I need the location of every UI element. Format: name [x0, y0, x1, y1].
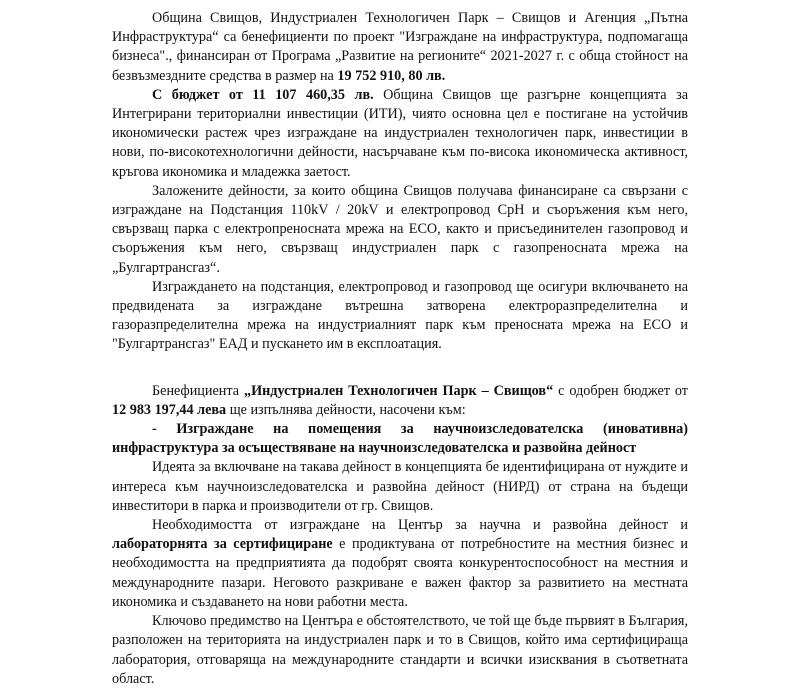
paragraph-park-beneficiary [112, 382, 688, 420]
total-grant-amount: 19 752 910, 80 лв. [337, 67, 446, 84]
beneficiary-budget-label: с одобрен бюджет от [553, 382, 689, 399]
certification-lab-term: лабораторнята за сертифициране [112, 536, 333, 553]
paragraph-municipality-budget [112, 86, 688, 182]
paragraph-key-advantage: Ключово предимство на Центъра е обстоятелството, че той ще бъде първият в България, разположен на територията на индустриален парк и то в Свищов, който има сертифицираща лаборатория, отговаряща на международните стандарти и всички изисквания в съответната област. [112, 613, 688, 687]
paragraph-funding-overview [112, 9, 688, 86]
beneficiary-name: „Индустриален Технологичен Парк – Свищов“ [244, 382, 554, 399]
municipality-budget-text: Община Свищов ще разгърне концепцията за Интегрирани териториални инвестиции (ИТИ), чиято основна цел е постигане на устойчив икономически растеж чрез изграждане на индустриален технологичен парк, инвестиции в нови, по-високотехнологични дейности, насърчаване към по-висока икономическа активност, кръгова икономика и младежка заетост. [112, 86, 688, 180]
paragraph-activities: Заложените дейности, за които община Свищов получава финансиране са свързани с изграждане на Подстанция 110kV / 20kV и електропровод СрН и съоръжения към него, свързващ парка с електропреносната мрежа на ЕСО, както и присъединителен газопровод и съоръжения към него, свързващ индустриален парк с газопреносната мрежа на „Булгартрансгаз“. [112, 182, 688, 276]
beneficiary-label: Бенефициента [152, 382, 244, 399]
activity-bullet-research-facilities [112, 420, 688, 458]
beneficiary-budget-amount: 12 983 197,44 лева [112, 401, 227, 418]
rnd-center-text: Необходимостта от изграждане на Център за научна и развойна дейност и [152, 517, 688, 534]
activity-bullet-text: - Изграждане на помещения за научноизследователска (иновативна) инфраструктура за осъществяване на научноизследователска и развойна дейност [112, 421, 688, 457]
paragraph-rnd-center [112, 516, 688, 612]
rnd-center-text-rest: е продиктувана от потребностите на местния бизнес и необходимостта на предприятията да подобрят своята конкурентоспособност на местния и международните пазари. Неговото разкриване е важен фактор за развитието на местната икономика и създаването на нови работни места. [112, 536, 688, 610]
municipality-budget-amount: С бюджет от 11 107 460,35 лв. [152, 86, 374, 103]
paragraph-substation: Изграждането на подстанция, електропровод и газопровод ще осигури включването на предвидената за изграждане вътрешна затворена електроразпределителна и газоразпределителна мрежа на индустриалният парк към преносната мрежа на ЕСО и "Булгартрансгаз" ЕАД и пускането им в експлоатация. [112, 278, 688, 353]
paragraph-rnd-idea: Идеята за включване на такава дейност в концепцията бе идентифицирана от нуждите и интереса към научноизследователска и развойна дейност (НИРД) от страна на бъдещи инвеститори в парка и производители от гр. Свищов. [112, 459, 688, 514]
paragraph-funding-text: Община Свищов, Индустриален Технологичен Парк – Свищов и Агенция „Пътна Инфраструктура“ са бенефициенти по проект "Изграждане на инфраструктура, подпомагаща бизнеса"., финансиран от Програма „Развитие на регионите“ 2021-2027 г. с обща стойност на безвъзмездните средства в размер на [112, 10, 688, 84]
beneficiary-activities-text: ще изпълнява дейности, насочени към: [226, 401, 466, 418]
paragraph-spacer [112, 355, 688, 382]
